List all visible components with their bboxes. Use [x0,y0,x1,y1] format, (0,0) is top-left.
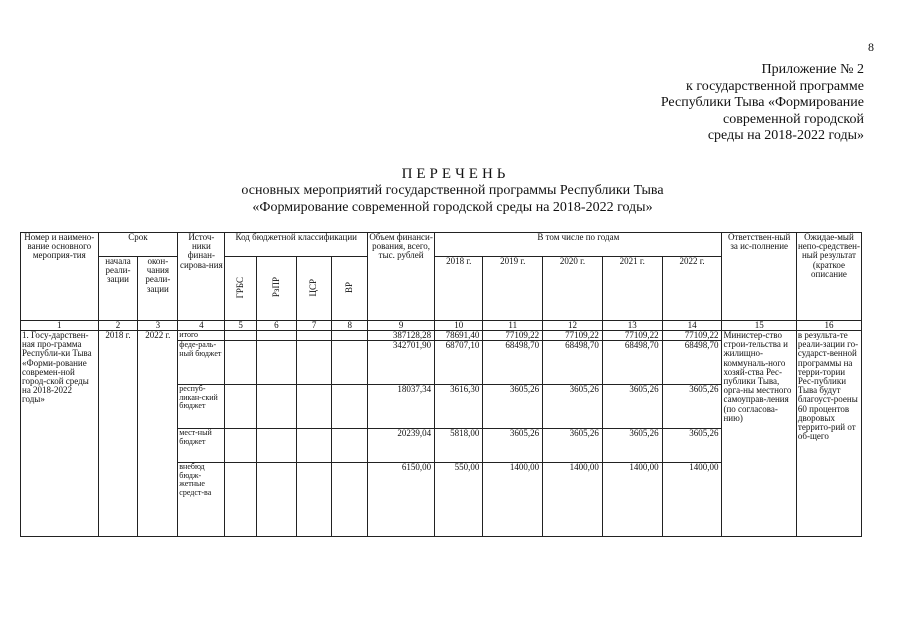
grbs-cell [225,429,256,463]
year-cell: 77109,22 [483,331,543,341]
year-cell: 3616,30 [435,385,483,429]
vr-cell [332,463,368,537]
year-cell: 3605,26 [602,429,662,463]
header-year-2019: 2019 г. [483,257,543,321]
year-cell: 3605,26 [543,385,603,429]
header-rzpr [256,257,296,321]
year-cell: 3605,26 [602,385,662,429]
header-csr-label: ЦСР [308,278,319,297]
title-line-1: основных мероприятий государственной программы Республики Тыва [241,183,664,198]
column-number: 11 [483,321,543,331]
year-cell: 68498,70 [483,341,543,385]
column-number: 9 [368,321,435,331]
year-cell: 1400,00 [543,463,603,537]
year-cell: 3605,26 [662,385,722,429]
header-volume: Объем финанси-рования, всего, тыс. рублей [368,233,435,321]
header-year-2022: 2022 г. [662,257,722,321]
grbs-cell [225,331,256,341]
activities-table [20,232,862,537]
page-number: 8 [868,40,874,54]
header-grbs [225,257,256,321]
year-cell: 77109,22 [602,331,662,341]
column-number: 6 [256,321,296,331]
column-number: 1 [21,321,99,331]
header-number-name: Номер и наимено-вание основного мероприя-тия [21,233,99,321]
vr-cell [332,429,368,463]
activity-end: 2022 г. [138,331,178,537]
total-cell: 18037,34 [368,385,435,429]
header-responsible: Ответствен-ный за ис-полнение [722,233,796,321]
column-number: 14 [662,321,722,331]
column-number: 16 [796,321,861,331]
rzpr-cell [256,463,296,537]
column-number: 8 [332,321,368,331]
activity-start: 2018 г. [98,331,138,537]
total-cell: 387128,28 [368,331,435,341]
appendix-note [600,62,864,145]
year-cell: 5818,00 [435,429,483,463]
table-row [21,331,862,341]
csr-cell [296,341,332,385]
header-by-years: В том числе по годам [435,233,722,257]
column-number: 2 [98,321,138,331]
appendix-line: среды на 2018-2022 годы» [707,128,864,143]
header-year-2020: 2020 г. [543,257,603,321]
rzpr-cell [256,385,296,429]
header-expected-result: Ожидае-мый непо-средствен-ный результат (краткое описание [796,233,861,321]
document-title [0,165,905,216]
column-number: 13 [602,321,662,331]
rzpr-cell [256,429,296,463]
column-number: 7 [296,321,332,331]
csr-cell [296,429,332,463]
header-budget-code: Код бюджетной классификации [225,233,368,257]
header-rzpr-label: РзПР [270,277,281,298]
source-cell: итого [178,331,225,341]
header-term-end: окон-чания реали-зации [138,257,178,321]
result-cell: в результа-те реали-зации го-сударст-венной программы на терри-тории Рес-публики Тыва будут благоуст-роены 60 процентов дворовых террито-рий от об-щего [796,331,861,537]
activity-name: 1. Госу-дарствен-ная про-грамма Республи-ки Тыва «Форми-рование современ-ной город-ской среды на 2018-2022 годы» [21,331,99,537]
year-cell: 3605,26 [483,429,543,463]
appendix-line: к государственной программе [686,78,864,94]
rzpr-cell [256,341,296,385]
grbs-cell [225,385,256,429]
header-vr [332,257,368,321]
year-cell: 77109,22 [662,331,722,341]
vr-cell [332,385,368,429]
year-cell: 68498,70 [602,341,662,385]
year-cell: 68498,70 [543,341,603,385]
header-grbs-label: ГРБС [235,276,246,299]
year-cell: 1400,00 [602,463,662,537]
header-source: Источ-ники финан-сирова-ния [178,233,225,321]
year-cell: 3605,26 [543,429,603,463]
year-cell: 68498,70 [662,341,722,385]
header-year-2018: 2018 г. [435,257,483,321]
appendix-line: Республики Тыва «Формирование [660,95,864,110]
vr-cell [332,331,368,341]
total-cell: 342701,90 [368,341,435,385]
column-numbers-row [21,321,862,331]
year-cell: 1400,00 [483,463,543,537]
column-number: 4 [178,321,225,331]
source-cell: феде-раль-ный бюджет [178,341,225,385]
appendix-line: современной городской [723,111,864,127]
source-cell: респуб-ликан-ский бюджет [178,385,225,429]
column-number: 5 [225,321,256,331]
year-cell: 78691,40 [435,331,483,341]
header-vr-label: ВР [344,281,355,293]
header-term: Срок [98,233,178,257]
header-csr [296,257,332,321]
responsible-cell: Министер-ство строи-тельства и жилищно-коммуналь-ного хозяй-ства Рес-публики Тыва, орга-ны местного самоуправ-ления (по согласова-нию) [722,331,796,537]
column-number: 15 [722,321,796,331]
year-cell: 1400,00 [662,463,722,537]
title-heading: ПЕРЕЧЕНЬ [401,166,510,182]
rzpr-cell [256,331,296,341]
year-cell: 550,00 [435,463,483,537]
title-line-2: «Формирование современной городской среды на 2018-2022 годы» [252,199,653,215]
year-cell: 3605,26 [483,385,543,429]
year-cell: 68707,10 [435,341,483,385]
column-number: 12 [543,321,603,331]
csr-cell [296,331,332,341]
grbs-cell [225,341,256,385]
header-year-2021: 2021 г. [602,257,662,321]
header-term-start: начала реали-зации [98,257,138,321]
year-cell: 77109,22 [543,331,603,341]
total-cell: 6150,00 [368,463,435,537]
year-cell: 3605,26 [662,429,722,463]
grbs-cell [225,463,256,537]
source-cell: мест-ный бюджет [178,429,225,463]
vr-cell [332,341,368,385]
total-cell: 20239,04 [368,429,435,463]
csr-cell [296,463,332,537]
appendix-line: Приложение № 2 [761,62,864,77]
column-number: 3 [138,321,178,331]
csr-cell [296,385,332,429]
column-number: 10 [435,321,483,331]
source-cell: внебюд бюдж-жетные средст-ва [178,463,225,537]
